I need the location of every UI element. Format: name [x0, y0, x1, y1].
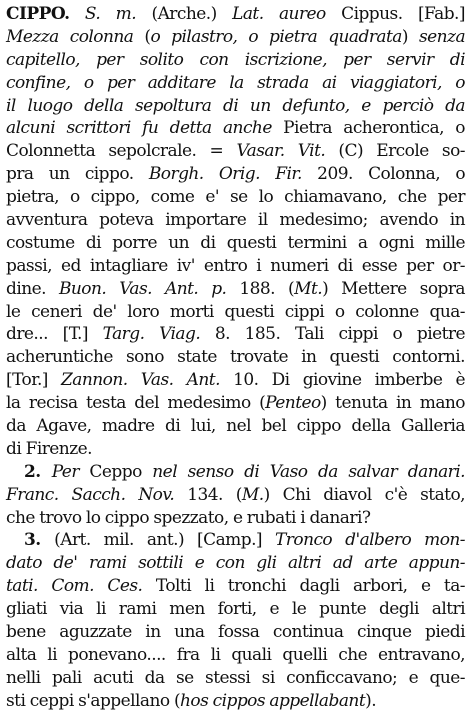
- text-run: Colonnetta sepolcrale. =: [6, 141, 237, 162]
- text-run: avventura poteva importare il medesimo; avendo in: [6, 210, 465, 231]
- text-line: [6, 644, 465, 667]
- text-line: [6, 392, 465, 415]
- text-run: (Arche.): [136, 4, 233, 24]
- text-run: Ceppo: [78, 461, 153, 482]
- text-run: nelli pali acuti da se stessi si conficcavano; e que-: [6, 667, 465, 688]
- text-run: Pietra acherontica, o: [271, 118, 465, 139]
- text-line: [6, 255, 465, 278]
- text-line: [6, 621, 465, 644]
- text-run: ): [401, 26, 419, 47]
- text-run: da Agave, madre di lui, nel bel cippo della Galleria: [6, 416, 465, 437]
- italic-run: dato de' rami sottili e con gli altri ad arte appun-: [6, 553, 465, 574]
- text-line: [6, 598, 465, 621]
- text-run: acheruntiche sono state trovate in questi contorni.: [6, 347, 465, 368]
- text-run: gliati via li rami men forti, e le punte degli altri: [6, 599, 465, 620]
- text-line: [6, 507, 465, 530]
- text-line: [6, 323, 465, 346]
- text-run: le ceneri de' loro morti questi cippi o colonne qua-: [6, 301, 465, 322]
- text-line: [6, 117, 465, 140]
- italic-run: nel senso di Vaso da salvar danari.: [152, 461, 465, 482]
- text-run: Cippus. [Fab.]: [325, 4, 465, 24]
- text-run: sti ceppi s'appellano (: [6, 690, 181, 711]
- text-run: costume di porre un di questi termini a ogni mille: [6, 232, 465, 253]
- italic-run: o pilastro, o pietra quadrata: [150, 26, 402, 47]
- italic-run: Mt.: [294, 278, 323, 299]
- bold-run: 2.: [24, 461, 52, 482]
- text-run: ) Chi diavol c'è stato,: [263, 484, 465, 505]
- text-run: (: [133, 26, 151, 47]
- text-run: Tolti li tronchi dagli arbori, e ta-: [142, 576, 465, 597]
- text-run: ) tenuta in mano: [320, 393, 465, 414]
- text-line: [6, 667, 465, 690]
- text-line: [6, 3, 465, 26]
- italic-run: capitello, per solito con iscrizione, per servir di: [6, 49, 465, 70]
- text-run: pietra, o cippo, come e' se lo chiamavano, che per: [6, 187, 465, 208]
- italic-run: tati. Com. Ces.: [6, 576, 143, 597]
- text-line: [6, 95, 465, 118]
- text-line: [6, 301, 465, 324]
- text-run: 188. (: [226, 278, 295, 299]
- text-run: di Firenze.: [6, 438, 92, 459]
- text-run: dine.: [6, 278, 59, 299]
- text-line: [6, 209, 465, 232]
- italic-run: Tronco d'albero mon-: [275, 530, 465, 551]
- text-run: dre... [T.]: [6, 324, 103, 345]
- text-line: [6, 346, 465, 369]
- italic-run: Vasar. Vit.: [236, 141, 326, 162]
- italic-run: Per: [51, 461, 79, 482]
- text-line: [6, 49, 465, 72]
- text-line: [6, 484, 465, 507]
- text-line: [6, 415, 465, 438]
- text-line: [6, 552, 465, 575]
- italic-run: Mezza colonna: [6, 26, 134, 47]
- italic-run: Buon. Vas. Ant. p.: [58, 278, 227, 299]
- italic-run: Lat. aureo: [232, 4, 326, 24]
- text-run: ).: [365, 690, 377, 711]
- italic-run: M.: [241, 484, 264, 505]
- italic-run: S. m.: [84, 4, 137, 24]
- bold-run: 3.: [24, 530, 55, 551]
- text-run: 10. Di giovine imberbe è: [219, 370, 465, 391]
- text-run: [Tor.]: [6, 370, 62, 391]
- text-run: alta li ponevano.... fra li quali quelli che entravano,: [6, 644, 465, 665]
- text-line: [6, 575, 465, 598]
- italic-run: hos cippos appellabant: [180, 690, 366, 711]
- text-line: [6, 690, 465, 713]
- text-run: 209. Colonna, o: [301, 164, 466, 185]
- text-run: che trovo lo cippo spezzato, e rubati i danari?: [6, 507, 371, 528]
- bold-run: CIPPO.: [6, 4, 70, 24]
- text-line: [6, 163, 465, 186]
- text-run: 8. 185. Tali cippi o pietre: [200, 324, 465, 345]
- text-line: [6, 461, 465, 484]
- text-line: [6, 140, 465, 163]
- text-line: [6, 72, 465, 95]
- text-line: [6, 26, 465, 49]
- text-run: [69, 4, 84, 24]
- italic-run: confine, o per additare la strada ai viaggiatori, o: [6, 72, 465, 93]
- text-run: 134. (: [174, 484, 242, 505]
- text-line: [6, 278, 465, 301]
- text-line: [6, 232, 465, 255]
- text-run: (Art. mil. ant.) [Camp.]: [54, 530, 276, 551]
- text-run: bene aguzzate in una fossa continua cinque piedi: [6, 622, 465, 643]
- text-run: passi, ed intagliare iv' entro i numeri di esse per or-: [6, 255, 465, 276]
- italic-run: Penteo: [265, 393, 321, 414]
- text-run: la recisa testa del medesimo (: [6, 393, 266, 414]
- italic-run: Zannon. Vas. Ant.: [61, 370, 220, 391]
- text-run: ) Mettere sopra: [322, 278, 466, 299]
- dictionary-entry-cippo: [6, 3, 465, 713]
- italic-run: senza: [418, 26, 466, 47]
- italic-run: Franc. Sacch. Nov.: [6, 484, 175, 505]
- text-line: [6, 369, 465, 392]
- italic-run: alcuni scrittori fu detta anche: [6, 118, 272, 139]
- text-run: (C) Ercole so-: [325, 141, 465, 162]
- text-run: pra un cippo.: [6, 164, 149, 185]
- text-line: [6, 438, 465, 461]
- italic-run: Borgh. Orig. Fir.: [148, 164, 302, 185]
- text-line: [6, 529, 465, 552]
- italic-run: il luogo della sepoltura di un defunto, e perciò da: [6, 95, 465, 116]
- text-line: [6, 186, 465, 209]
- italic-run: Targ. Viag.: [102, 324, 201, 345]
